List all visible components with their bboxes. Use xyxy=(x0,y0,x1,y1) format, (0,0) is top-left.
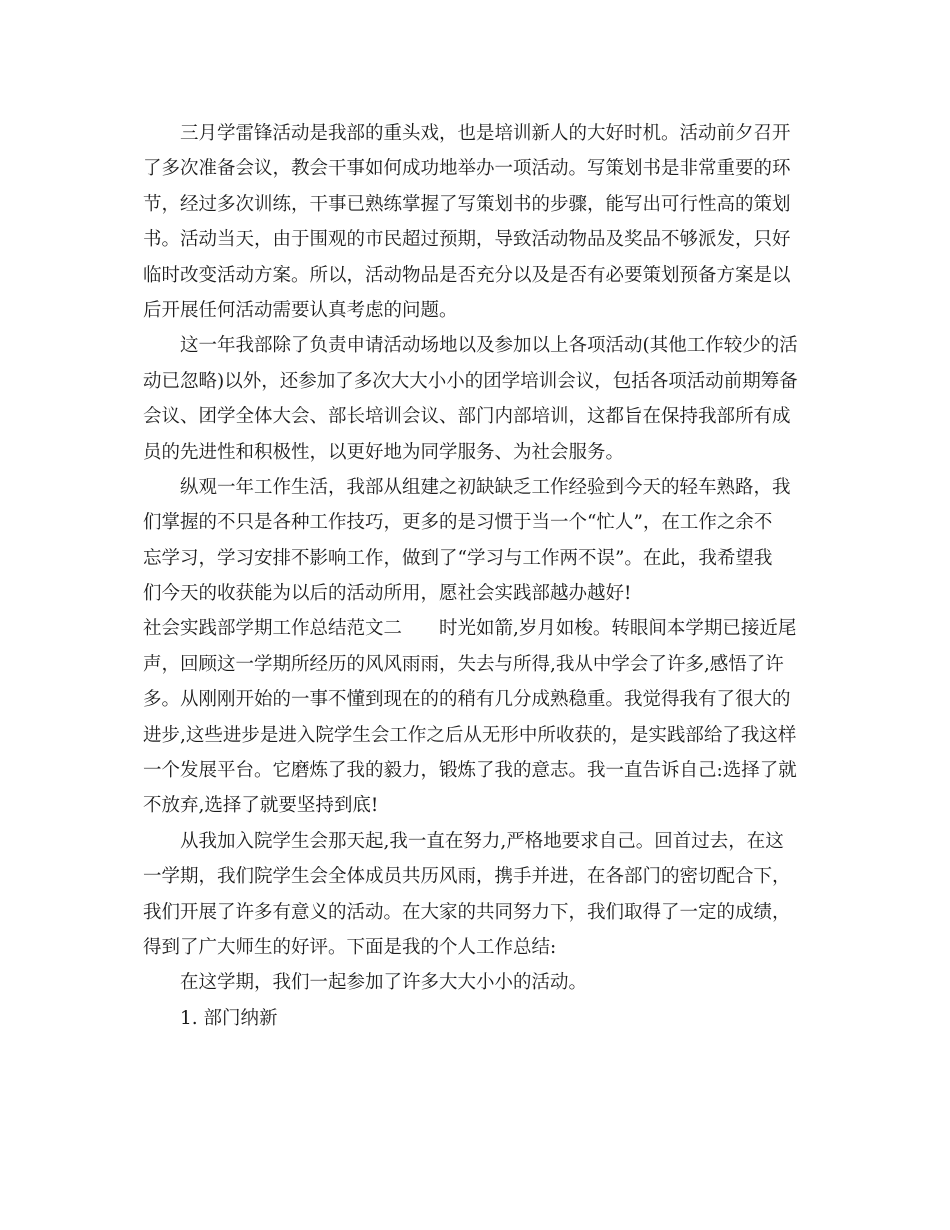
paragraph-line: 动已忽略)以外，还参加了多次大大小小的团学培训会议，包括各项活动前期筹备 xyxy=(143,370,798,392)
paragraph-line: 在这学期，我们一起参加了许多大大小小的活动。 xyxy=(180,972,588,994)
paragraph-line: 会议、团学全体大会、部长培训会议、部门内部培训，这都旨在保持我部所有成 xyxy=(143,406,791,428)
paragraph-line: 得到了广大师生的好评。下面是我的个人工作总结: xyxy=(143,936,557,958)
paragraph-line: 节，经过多次训练，干事已熟练掌握了写策划书的步骤，能写出可行性高的策划 xyxy=(143,193,791,215)
paragraph-line: 从我加入院学生会那天起,我一直在努力,严格地要求自己。回首过去，在这 xyxy=(180,830,784,852)
paragraph-line: 三月学雷锋活动是我部的重头戏，也是培训新人的大好时机。活动前夕召开 xyxy=(180,123,791,144)
paragraph-line: 声，回顾这一学期所经历的风风雨雨，失去与所得,我从中学会了许多,感悟了许 xyxy=(143,653,784,675)
paragraph-line: 一个发展平台。它磨炼了我的毅力，锻炼了我的意志。我一直告诉自己:选择了就 xyxy=(143,760,797,782)
paragraph-line: 书。活动当天，由于围观的市民超过预期，导致活动物品及奖品不够派发，只好 xyxy=(143,229,791,251)
section-heading-line: 社会实践部学期工作总结范文二 时光如箭,岁月如梭。转眼间本学期已接近尾 xyxy=(143,618,797,640)
list-item: 1. 部门纳新 xyxy=(180,1007,278,1029)
paragraph-line: 纵观一年工作生活，我部从组建之初缺缺乏工作经验到今天的轻车熟路，我 xyxy=(180,476,791,498)
paragraph-line: 不放弃,选择了就要坚持到底! xyxy=(143,795,379,817)
paragraph-line: 们今天的收获能为以后的活动所用，愿社会实践部越办越好! xyxy=(143,583,632,605)
paragraph-line: 了多次准备会议，教会干事如何成功地举办一项活动。写策划书是非常重要的环 xyxy=(143,158,791,180)
paragraph-line: 一学期，我们院学生会全体成员共历风雨，携手并进，在各部门的密切配合下， xyxy=(143,866,791,888)
paragraph-line: 进步,这些进步是进入院学生会工作之后从无形中所收获的，是实践部给了我这样 xyxy=(143,724,797,746)
paragraph-line: 这一年我部除了负责申请活动场地以及参加以上各项活动(其他工作较少的活 xyxy=(180,335,798,357)
paragraph-line: 们掌握的不只是各种工作技巧，更多的是习惯于当一个“忙人”，在工作之余不 xyxy=(143,512,773,534)
paragraph-line: 忘学习，学习安排不影响工作，做到了“学习与工作两不误”。在此，我希望我 xyxy=(143,547,773,569)
paragraph-line: 多。从刚刚开始的一事不懂到现在的的稍有几分成熟稳重。我觉得我有了很大的 xyxy=(143,689,791,711)
paragraph-line: 临时改变活动方案。所以，活动物品是否充分以及是否有必要策划预备方案是以 xyxy=(143,264,791,286)
paragraph-line: 后开展任何活动需要认真考虑的问题。 xyxy=(143,299,458,321)
paragraph-line: 员的先进性和积极性，以更好地为同学服务、为社会服务。 xyxy=(143,441,625,463)
document-body xyxy=(143,116,813,1036)
paragraph-line: 我们开展了许多有意义的活动。在大家的共同努力下，我们取得了一定的成绩， xyxy=(143,901,791,923)
